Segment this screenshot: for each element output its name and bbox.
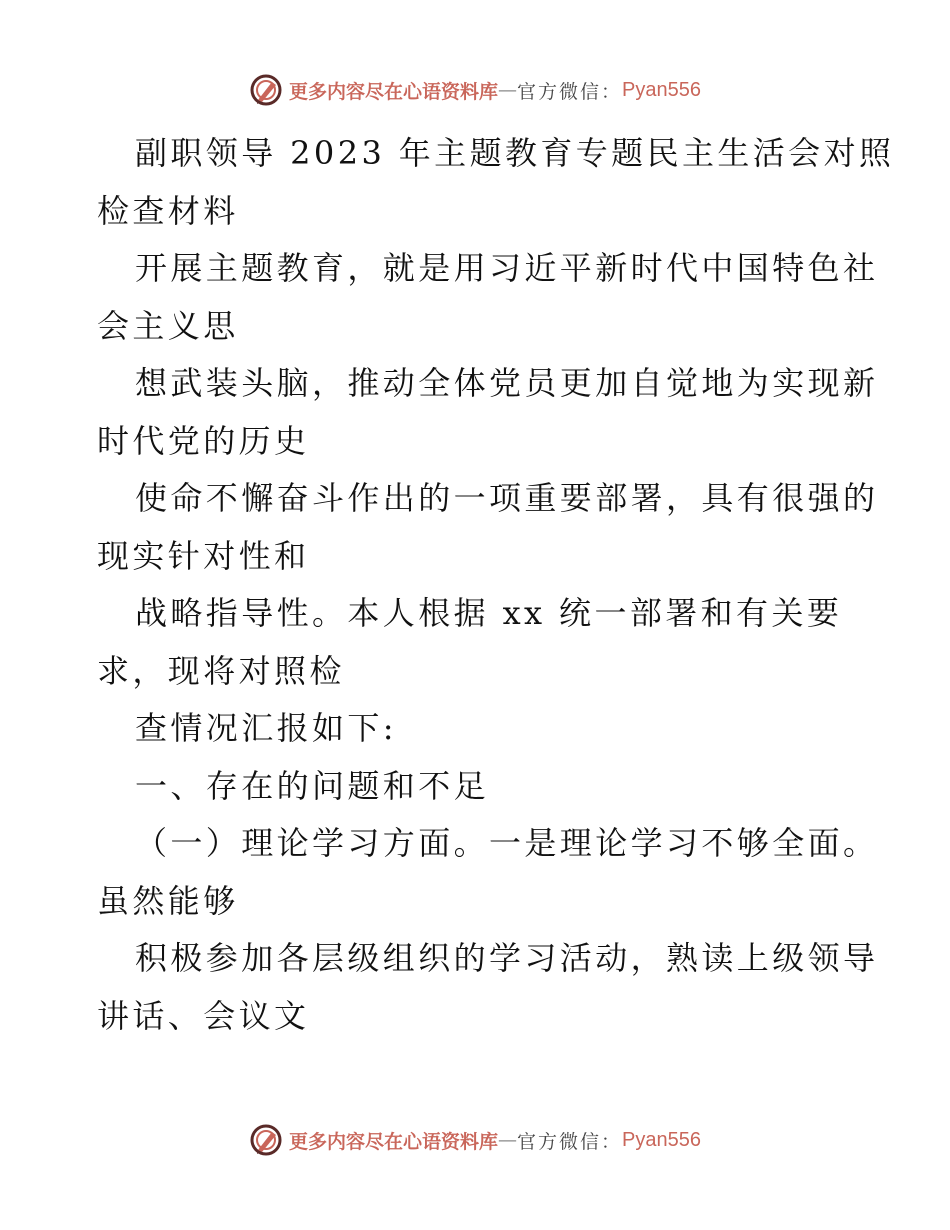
banner-dash: — [498,79,518,101]
paragraph-line: 会主义思 [97,306,239,345]
banner-wechat-label: 官方微信： [517,1130,623,1153]
paragraph-line: 使命不懈奋斗作出的一项重要部署，具有很强的 [135,479,879,517]
paragraph-line: 战略指导性。本人根据 xx 统一部署和有关要 [135,594,843,632]
title-line-2: 检查材料 [97,191,239,230]
banner-wechat-label: 官方微信： [517,80,623,103]
title-line-1: 副职领导 2023 年主题教育专题民主生活会对照 [135,134,895,172]
paragraph-line: 开展主题教育，就是用习近平新时代中国特色社 [135,249,879,287]
paragraph-line: 现实针对性和 [97,536,310,575]
footer-banner [0,1120,950,1160]
banner-wechat-id: Pyan556 [622,1128,701,1151]
paragraph-line: 虽然能够 [97,881,239,920]
paragraph-line: 讲话、会议文 [97,996,310,1035]
paragraph-line: 想武装头脑，推动全体党员更加自觉地为实现新 [135,364,879,402]
document-body [97,125,895,1045]
paragraph-line: 求，现将对照检 [97,651,345,690]
banner-dash: — [498,1129,518,1151]
pen-logo-icon [249,1123,283,1157]
section-heading: 一、存在的问题和不足 [135,766,490,805]
paragraph-line: 查情况汇报如下: [135,709,397,747]
paragraph-line: 时代党的历史 [97,421,310,460]
paragraph-line: 积极参加各层级组织的学习活动，熟读上级领导 [135,939,879,977]
banner-wechat-id: Pyan556 [622,78,701,101]
banner-brand-text: 更多内容尽在心语资料库 [289,80,499,103]
pen-logo-icon [249,73,283,107]
paragraph-line: （一）理论学习方面。一是理论学习不够全面。 [135,824,879,862]
banner-brand-text: 更多内容尽在心语资料库 [289,1130,499,1153]
header-banner [0,70,950,110]
